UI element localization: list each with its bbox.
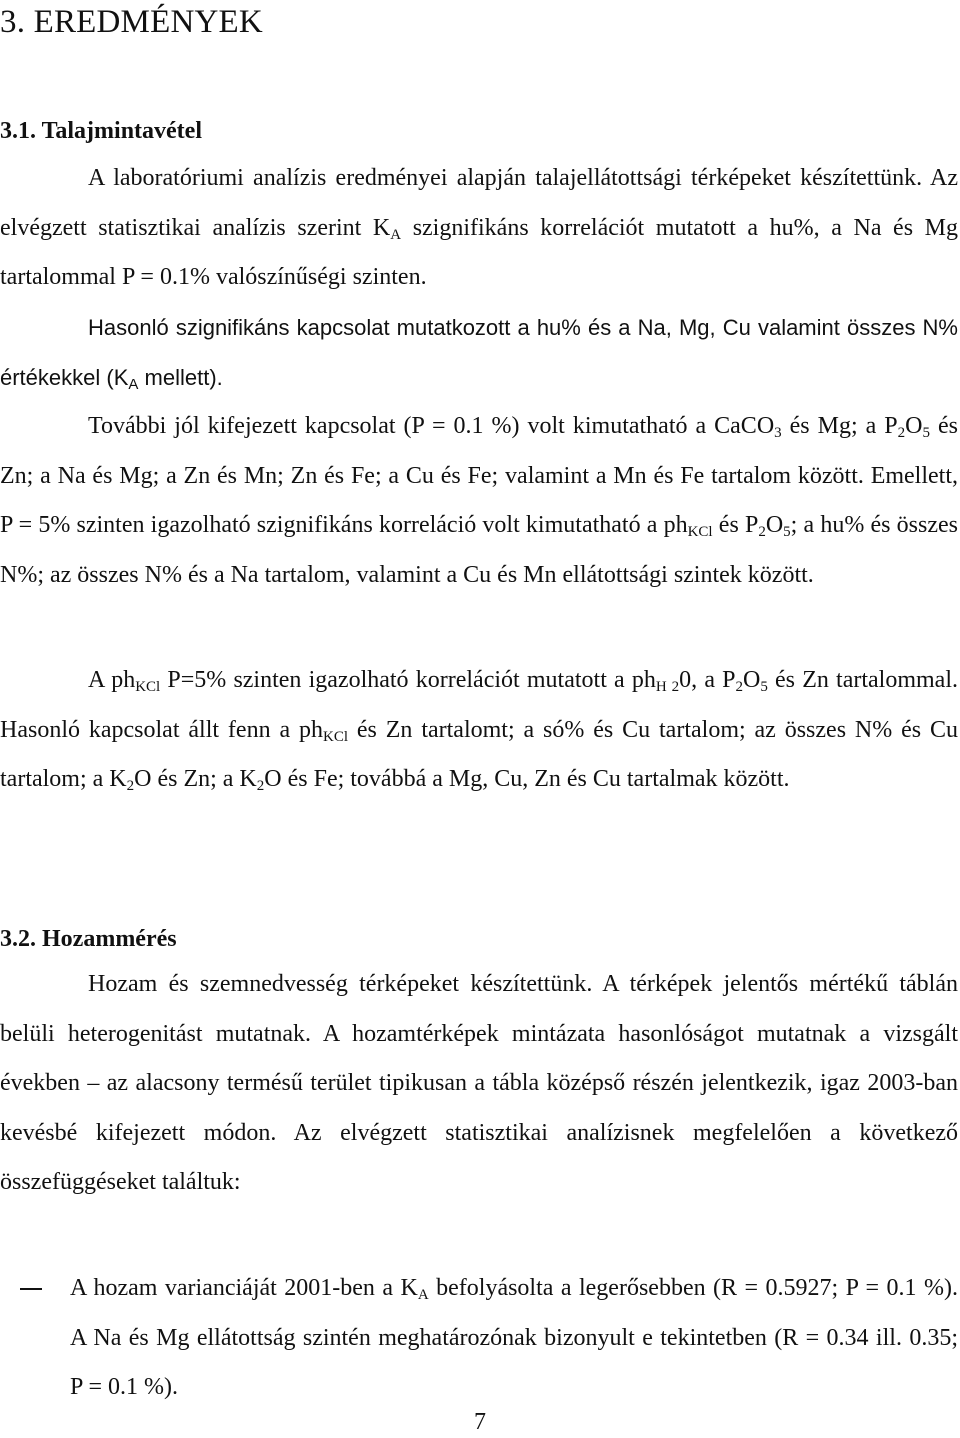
text-run: O — [905, 413, 923, 439]
text-run: Hasonló szignifikáns kapcsolat mutatkozott a hu% és a Na, Mg, Cu valamint összes N% értékekkel (K — [0, 315, 958, 390]
page-number: 7 — [474, 1409, 486, 1435]
subscript: 5 — [922, 425, 930, 441]
section-heading-talajmintavetel: 3.1. Talajmintavétel — [0, 118, 202, 144]
subscript: 3 — [774, 425, 782, 441]
paragraph — [0, 303, 958, 402]
text-run: A laboratóriumi analízis eredményei alapján talajellátottsági térképeket készítettünk. Az elvégzett statisztikai analízis szerint K — [0, 165, 958, 241]
text-run: Hozam és szemnedvesség térképeket készítettünk. A térképek jelentős mértékű táblán belüli heterogenitást mutatnak. A hozamtérképek mintázata hasonlóságot mutatnak a vizsgált években – az alacsony termésű terület tipikusan a tábla középső részén jelentkezik, igaz 2003-ban kevésbé kifejezett módon. Az elvégzett statisztikai analízisnek megfelelően a következő összefüggéseket találtuk: — [0, 971, 958, 1195]
subscript: KCl — [687, 524, 713, 540]
subscript: 5 — [783, 524, 791, 540]
text-run: A hozam varianciáját 2001-ben a K — [70, 1275, 418, 1301]
subscript: 2 — [735, 679, 743, 695]
text-run: További jól kifejezett kapcsolat (P = 0.1 %) volt kimutatható a CaCO — [88, 413, 775, 439]
paragraph — [0, 154, 958, 303]
text-run: és Zn tartalomt; a só% és Cu tartalom; az összes N% és Cu tartalom; a K — [0, 716, 959, 792]
text-run: és Zn; a Na és Mg; a Zn és Mn; Zn és Fe; a Cu és Fe; valamint a Mn és Fe tartalom között. Emellett, P = 5% szinten igazolható szignifikáns korreláció volt kimutatható a ph — [0, 413, 958, 538]
paragraph — [0, 656, 958, 805]
chapter-title: 3. EREDMÉNYEK — [0, 4, 263, 40]
subscript: KCl — [135, 679, 161, 695]
text-run: mellett). — [138, 364, 223, 390]
subscript: H 2 — [655, 679, 680, 695]
text-run: 0, a P — [679, 667, 736, 693]
paragraph — [0, 960, 958, 1208]
subscript: A — [390, 226, 402, 243]
list-item-text — [70, 1264, 958, 1413]
text-run: A ph — [88, 667, 136, 693]
subscript: A — [417, 1287, 429, 1303]
subscript: 2 — [126, 778, 135, 794]
text-run: szignifikáns korrelációt mutatott a hu%, a Na és Mg tartalommal P = 0.1% valószínűségi szinten. — [0, 214, 958, 290]
section-heading-hozammeres: 3.2. Hozammérés — [0, 926, 177, 952]
text-run: P=5% szinten igazolható korrelációt mutatott a ph — [160, 667, 656, 693]
text-run: O — [765, 512, 784, 538]
text-run: befolyásolta a legerősebben (R = 0.5927; P = 0.1 %). A Na és Mg ellátottság szintén meghatározónak bizonyult e tekintetben (R = 0.34 ill. 0.35; P = 0.1 %). — [70, 1275, 958, 1400]
dash-bullet-icon — [20, 1288, 42, 1290]
subscript: 2 — [897, 425, 906, 441]
subscript: 2 — [256, 778, 265, 794]
text-run: O — [743, 667, 761, 693]
text-run: és Zn tartalommal. Hasonló kapcsolat állt fenn a ph — [0, 667, 958, 743]
text-run: O és Fe; továbbá a Mg, Cu, Zn és Cu tartalmak között. — [264, 766, 790, 792]
text-run: ; a hu% és összes N%; az összes N% és a Na tartalom, valamint a Cu és Mn ellátottsági szintek között. — [0, 512, 958, 588]
subscript: 2 — [758, 524, 766, 540]
subscript: KCl — [323, 728, 349, 745]
text-run: és P — [712, 512, 759, 538]
paragraph — [0, 402, 958, 600]
subscript: 5 — [760, 679, 768, 695]
text-run: és Mg; a P — [781, 413, 898, 439]
text-run: O és Zn; a K — [134, 766, 257, 792]
subscript: A — [128, 375, 139, 393]
